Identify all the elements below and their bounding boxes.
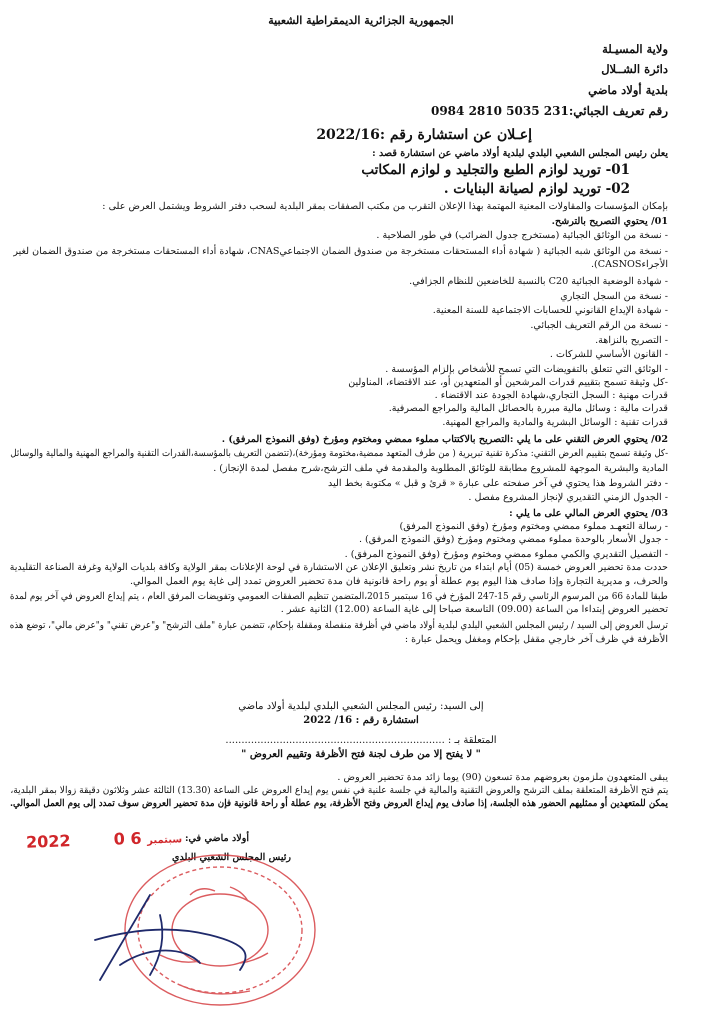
body-line: 02/ يحتوي العرض التقني على ما يلي :التصريح بالاكتتاب مملوء ممضي ومختوم ومؤرخ (وفق النموذج المرفق) . (221, 434, 668, 445)
announcement-title: إعـلان عن استشارة رقم :2022/16 (316, 127, 532, 143)
tax-id-line: رقم تعريف الجبائي:231 5035 2810 0984 (430, 104, 668, 118)
body-line: - رسالة التعهـد مملوء ممضي ومختوم ومؤرخ (وفق النموذج المرفق) (399, 521, 668, 532)
body-line: 01/ يحتوي التصريح بالترشح. (551, 216, 668, 227)
body-line: -كل وثيقة تسمح بتقييم قدرات المرشحين أو المتعهدين أو، عند الاقتضاء، المناولين (348, 377, 668, 388)
body-line: - نسخة من الوثائق الجبائية (مستخرج جدول الضرائب) في طور الصلاحية . (376, 230, 668, 241)
body-line: طبقا للمادة 66 من المرسوم الرئاسي رقم 15-247 المؤرخ في 16 سبتمبر 2015،المتضمن تنظيم الصفقات العمومي وتفويضات المرفق العام ، يتم إيداع العروض في آخر يوم لمدة (9, 591, 668, 602)
stamp-month: سبتمبر (146, 834, 183, 847)
envelope-addressee: إلى السيد: رئيس المجلس الشعبي البلدي لبلدية أولاد ماضي (238, 701, 484, 712)
body-line: - شهادة الوضعية الجبائية C20 بالنسبة للخاضعين للنظام الجزافي. (409, 276, 668, 287)
daira-line: دائرة الشــلال (601, 62, 668, 76)
closing-line-3: يمكن للمتعهدين أو ممثليهم الحضور هذه الجلسة، إذا صادف يوم إيداع العروض وفتح الأظرفة، يوم عطلة أو راحة قانونية فإن مدة تحضير العروض سوف تمدد إلى يوم العمل الموالي. (10, 798, 668, 809)
body-line: بإمكان المؤسسات والمقاولات المعنية المهتمة بهذا الإعلان التقرب من مكتب الصفقات بمقر البلدية لسحب دفتر الشروط ويشتمل العرض على : (102, 201, 668, 212)
body-line: والحرف، و مديرية التجارة وإذا صادف هذا اليوم يوم عطلة أو يوم راحة قانونية فان مدة تحضير العروض تمدد إلى غاية يوم العمل الموالي. (129, 576, 668, 587)
body-line: - الجدول الزمني التقديري لإنجاز المشروع مفصل . (468, 492, 668, 503)
body-line: - دفتر الشروط هذا يحتوي في آخر صفحته على عبارة « قرئ و قبل » مكتوبة بخط اليد (328, 478, 668, 489)
body-line: - نسخة من الوثائق شبه الجبائية ( شهادة أداء المستحقات مستخرجة من صندوق الضمان الاجتماعيCNAS، شهادة أداء المستحقات مستخرجة من صندوق الضمان لغير (13, 246, 668, 257)
item-02: 02- توريد لوازم لصيانة البنايات . (443, 181, 630, 197)
intro-text: يعلن رئيس المجلس الشعبي البلدي لبلدية أولاد ماضي عن استشارة قصد : (372, 148, 668, 159)
envelope-block (0, 700, 722, 762)
body-line: الأظرفة في ظرف آخر خارجي مقفل بإحكام ومغفل ويحمل عبارة : (404, 634, 668, 645)
body-line: - جدول الأسعار بالوحدة مملوء ممضي ومختوم ومؤرخ (وفق النموذج المرفق) . (358, 534, 668, 545)
baladiya-line: بلدية أولاد ماضي (588, 83, 668, 97)
signature-icon (90, 885, 260, 985)
envelope-consultation-number: استشارة رقم : 16/ 2022 (303, 715, 419, 726)
body-line: ترسل العروض إلى السيد / رئيس المجلس الشعبي البلدي لبلدية أولاد ماضي في أظرفة منفصلة ومقفلة بإحكام، تتضمن عبارة "ملف الترشح" و"عرض تقني" و"عرض مالي"، توضع هذه (9, 620, 668, 631)
closing-line-1: يبقى المتعهدون ملزمون بعروضهم مدة تسعون (90) يوما زائد مدة تحضير العروض . (337, 772, 668, 783)
body-line: - الوثائق التي تتعلق بالتفويضات التي تسمح للأشخاص بإلزام المؤسسة . (385, 364, 668, 375)
body-line: تحضير العروض إبتداءا من الساعة (09.00) التاسعة صباحا إلى غاية الساعة (12.00) الثانية عشر . (280, 604, 668, 615)
stamp-year: 2022 (25, 831, 71, 852)
body-line: - التفصيل التقديري والكمي مملوء ممضي ومختوم ومؤرخ (وفق النموذج المرفق) . (344, 549, 668, 560)
place-date-label: أولاد ماضي في: (185, 833, 250, 844)
wilaya-line: ولاية المسيـلة (602, 42, 668, 56)
body-line: - نسخة من السجل التجاري (560, 291, 668, 302)
signatory-title: رئيس المجلس الشعبي البلدي (172, 852, 292, 863)
envelope-notice: " لا يفتح إلا من طرف لجنة فتح الأظرفة وتقييم العروض " (241, 749, 481, 760)
body-line: 03/ يحتوي العرض المالي على ما يلي : (509, 508, 668, 519)
body-line: الأجراءCASNOS). (590, 259, 668, 270)
stamp-day: 0 6 (113, 828, 142, 849)
body-line: قدرات مالية : وسائل مالية مبررة بالحصائل المالية والمراجع المصرفية. (388, 403, 668, 414)
body-line: - نسخة من الرقم التعريف الجبائي. (530, 320, 668, 331)
closing-line-2: يتم فتح الأظرفة المتعلقة بملف الترشح والعروض التقنية والمالية في جلسة علنية في نفس يوم إيداع العروض على الساعة (13.30) الثالثة عشر وثلاثون دقيقة زوالا بمقر البلدية، (10, 785, 668, 796)
body-line: - شهادة الإيداع القانوني للحسابات الاجتماعية للسنة المعنية. (432, 305, 668, 316)
envelope-subject: المتعلقة بـ : ..................................................................... (225, 735, 497, 746)
body-line: - التصريح بالنزاهة. (595, 335, 668, 346)
body-line: المادية والبشرية الموجهة للمشروع مطابقة للوثائق المطلوبة والمقدمة في ملف الترشح،شرح مفصل لمدة الإنجاز) . (213, 463, 668, 474)
body-line: قدرات تقنية : الوسائل البشرية والمادية والمراجع المهنية. (442, 417, 668, 428)
body-line: -كل وثيقة تسمح بتقييم العرض التقني: مذكرة تقنية تبريرية ( من طرف المتعهد ممضية،مختومة ومؤرخة)،(تتضمن التعريف بالمؤسسة،القدرات التقنية والمراجع المهنية والمالية والوسائل (10, 448, 668, 459)
body-line: حددت مدة تحضير العروض خمسة (05) أيام ابتداء من تاريخ نشر وتعليق الإعلان عن الاستشارة في لوحة الإعلانات بمقر الولاية وكافة بلديات الولاية وغرفة الصناعة التقليدية (9, 562, 668, 573)
country-header: الجمهورية الجزائرية الديمقراطية الشعبية (268, 14, 454, 27)
item-01: 01- توريد لوازم الطبع والتجليد و لوازم المكاتب (361, 162, 630, 178)
body-line: - القانون الأساسي للشركات . (549, 349, 668, 360)
body-line: قدرات مهنية : السجل التجاري،شهادة الجودة عند الاقتضاء . (434, 390, 668, 401)
